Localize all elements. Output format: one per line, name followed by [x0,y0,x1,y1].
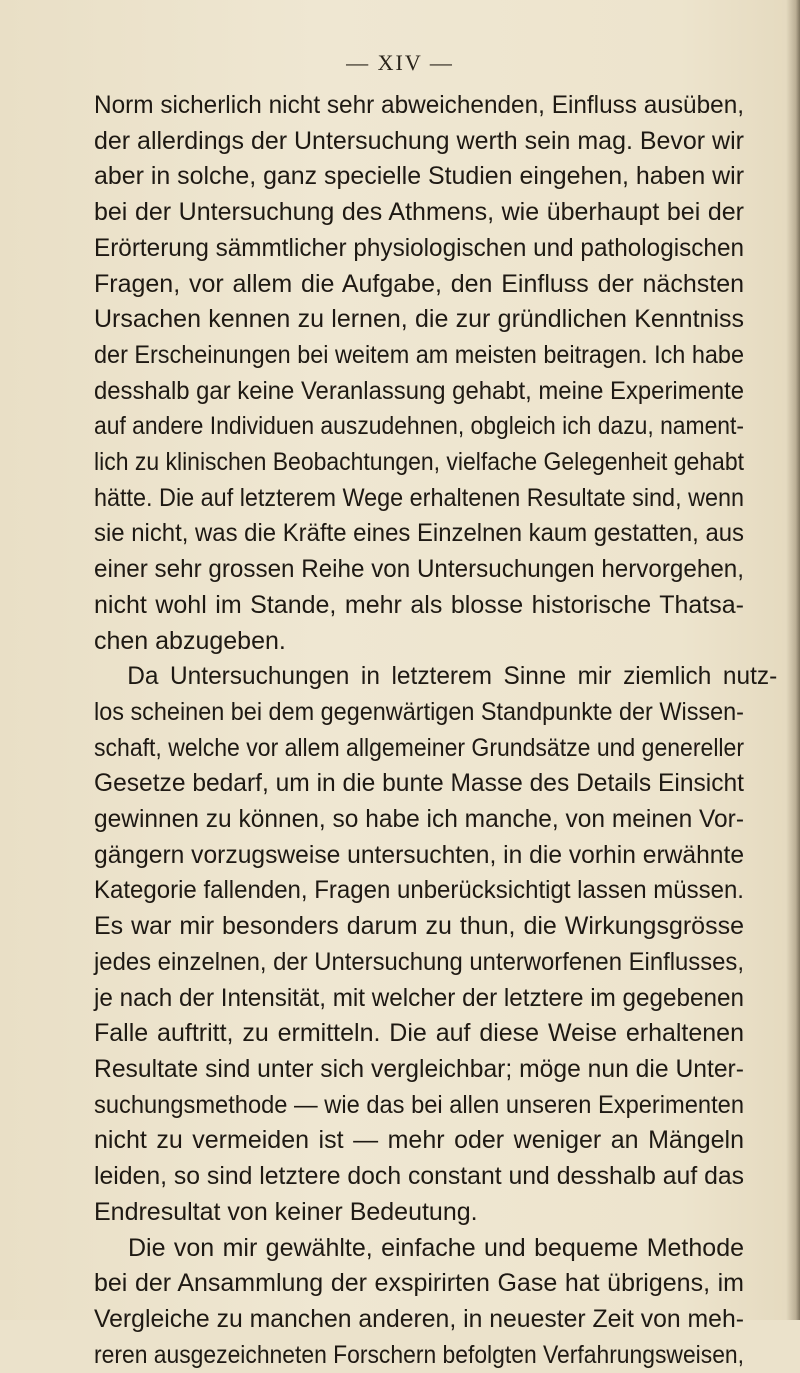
text-line: Die von mir gewählte, einfache und bequeme Methode [94,1231,744,1267]
text-line: gängern vorzugsweise untersuchten, in die vorhin erwähnte [94,838,744,874]
body-text [94,88,744,1373]
text-line: gewinnen zu können, so habe ich manche, von meinen Vor- [94,802,744,838]
text-line: suchungsmethode — wie das bei allen unseren Experimenten [94,1088,744,1124]
text-line: Fragen, vor allem die Aufgabe, den Einfluss der nächsten [94,267,744,303]
text-line: nicht wohl im Stande, mehr als blosse historische Thatsa- [94,588,744,624]
text-line: leiden, so sind letztere doch constant und desshalb auf das [94,1159,744,1195]
paragraph [94,1231,744,1373]
text-line: bei der Ansammlung der exspirirten Gase hat übrigens, im [94,1266,744,1302]
text-line: Da Untersuchungen in letzterem Sinne mir ziemlich nutz- [94,659,777,695]
text-line: nicht zu vermeiden ist — mehr oder weniger an Mängeln [94,1123,744,1159]
text-line: je nach der Intensität, mit welcher der letztere im gegebenen [94,981,744,1017]
text-line: jedes einzelnen, der Untersuchung unterworfenen Einflusses, [94,945,744,981]
text-line: Resultate sind unter sich vergleichbar; möge nun die Unter- [94,1052,744,1088]
text-line: Erörterung sämmtlicher physiologischen und pathologischen [94,231,744,267]
text-line: Es war mir besonders darum zu thun, die Wirkungsgrösse [94,909,744,945]
text-line: lich zu klinischen Beobachtungen, vielfache Gelegenheit gehabt [94,445,744,481]
text-line: bei der Untersuchung des Athmens, wie überhaupt bei der [94,195,744,231]
text-line: sie nicht, was die Kräfte eines Einzelnen kaum gestatten, aus [94,516,744,552]
text-line: Endresultat von keiner Bedeutung. [94,1195,744,1231]
page-edge-shadow [786,0,800,1320]
text-line: Norm sicherlich nicht sehr abweichenden, Einfluss ausüben, [94,88,744,124]
text-line: auf andere Individuen auszudehnen, obgleich ich dazu, nament- [94,409,744,445]
text-line: Falle auftritt, zu ermitteln. Die auf diese Weise erhaltenen [94,1016,744,1052]
paragraph [94,659,744,1230]
text-line: einer sehr grossen Reihe von Untersuchungen hervorgehen, [94,552,744,588]
text-line: desshalb gar keine Veranlassung gehabt, meine Experimente [94,374,744,410]
page-number-header: — XIV — [0,50,800,76]
text-line: Gesetze bedarf, um in die bunte Masse des Details Einsicht [94,766,744,802]
paragraph [94,88,744,659]
text-line: reren ausgezeichneten Forschern befolgten Verfahrungsweisen, [94,1338,744,1373]
text-line: schaft, welche vor allem allgemeiner Grundsätze und genereller [94,731,744,767]
text-line: chen abzugeben. [94,624,744,660]
text-line: Kategorie fallenden, Fragen unberücksichtigt lassen müssen. [94,873,744,909]
text-line: hätte. Die auf letzterem Wege erhaltenen Resultate sind, wenn [94,481,744,517]
text-line: Vergleiche zu manchen anderen, in neuester Zeit von meh- [94,1302,744,1338]
text-line: der allerdings der Untersuchung werth sein mag. Bevor wir [94,124,744,160]
text-line: der Erscheinungen bei weitem am meisten beitragen. Ich habe [94,338,744,374]
text-line: aber in solche, ganz specielle Studien eingehen, haben wir [94,159,744,195]
text-line: Ursachen kennen zu lernen, die zur gründlichen Kenntniss [94,302,744,338]
text-line: los scheinen bei dem gegenwärtigen Standpunkte der Wissen- [94,695,744,731]
